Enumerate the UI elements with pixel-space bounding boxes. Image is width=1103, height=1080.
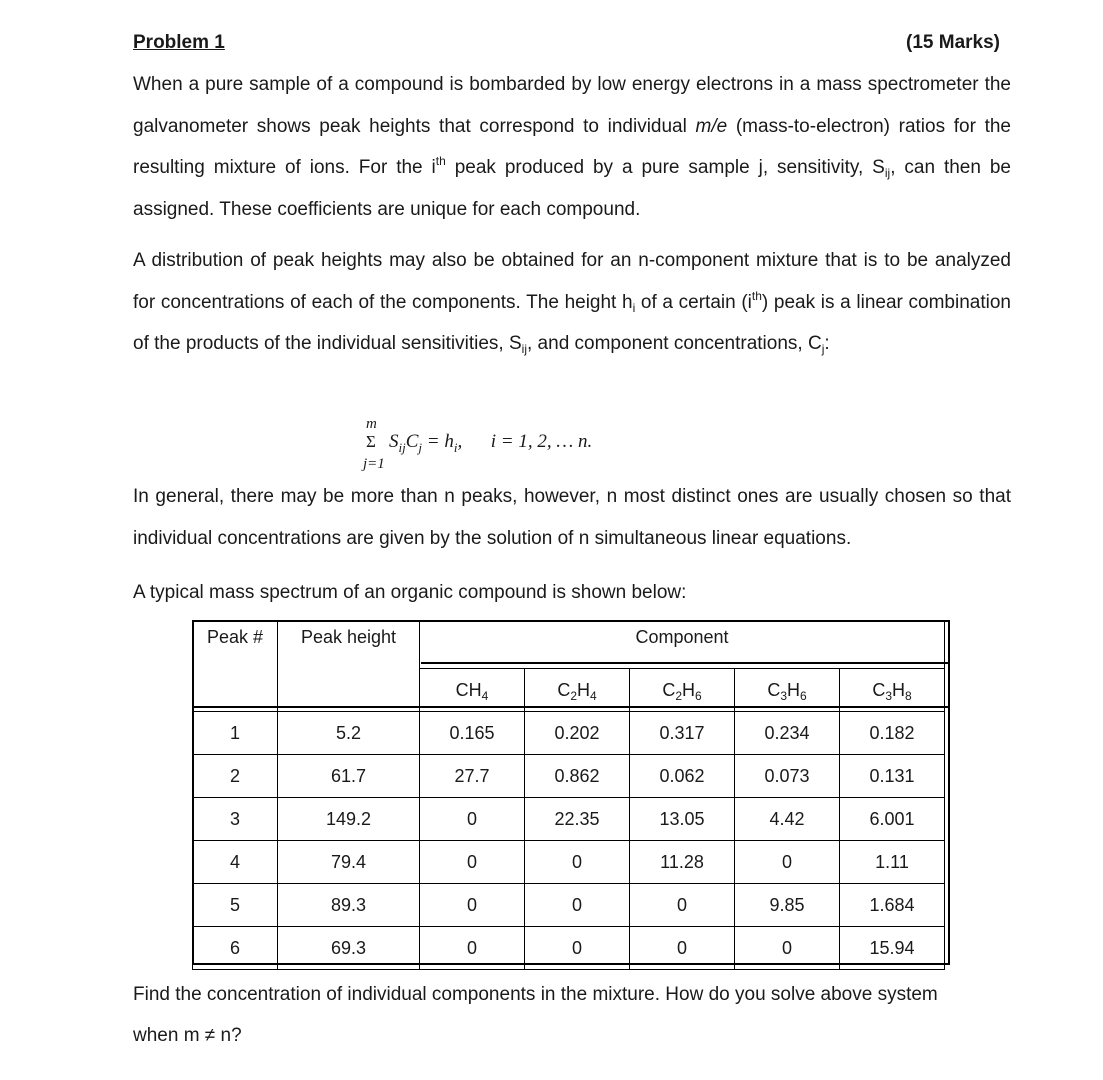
cell-peak: 6 [193, 927, 278, 970]
cell-sensitivity: 22.35 [525, 798, 630, 841]
table-row [193, 841, 945, 884]
cell-sensitivity: 11.28 [630, 841, 735, 884]
header-divider [192, 706, 950, 708]
cell-peak: 4 [193, 841, 278, 884]
component-c2h4: $C_2H_4$ [525, 669, 630, 712]
cell-sensitivity: 0 [420, 927, 525, 970]
cell-peak-height: 79.4 [278, 841, 420, 884]
component-c3h6: $C_3H_6$ [735, 669, 840, 712]
cell-peak: 3 [193, 798, 278, 841]
cell-sensitivity: 0 [525, 884, 630, 927]
cell-sensitivity: 0.862 [525, 755, 630, 798]
cell-sensitivity: 0 [630, 884, 735, 927]
header-component: Component [420, 621, 945, 669]
cell-sensitivity: 0.182 [840, 712, 945, 755]
cell-sensitivity: 13.05 [630, 798, 735, 841]
cell-peak: 5 [193, 884, 278, 927]
formula-sigma: Σ [366, 432, 376, 451]
component-c2h6: $C_2H_6$ [630, 669, 735, 712]
cell-sensitivity: 0 [420, 841, 525, 884]
formula-upper-limit: m [366, 416, 377, 432]
component-ch4: $CH_4$ [420, 669, 525, 712]
cell-sensitivity: 0 [525, 927, 630, 970]
table-row [193, 712, 945, 755]
cell-sensitivity: 0.317 [630, 712, 735, 755]
header-peak: Peak # [193, 621, 278, 712]
header-peak-height: Peak height [278, 621, 420, 712]
problem-marks: (15 Marks) [906, 32, 1000, 53]
paragraph-3: In general, there may be more than n peaks, however, n most distinct ones are usually chosen so that individual concentrations are given by the solution of n simultaneous linear equations. [133, 486, 1011, 549]
cell-peak: 1 [193, 712, 278, 755]
component-divider [421, 662, 950, 664]
cell-sensitivity: 0 [735, 927, 840, 970]
cell-sensitivity: 0.234 [735, 712, 840, 755]
cell-sensitivity: 0.165 [420, 712, 525, 755]
cell-sensitivity: 9.85 [735, 884, 840, 927]
cell-peak-height: 5.2 [278, 712, 420, 755]
cell-sensitivity: 0.131 [840, 755, 945, 798]
problem-title: Problem 1 [133, 32, 225, 53]
cell-peak-height: 69.3 [278, 927, 420, 970]
cell-sensitivity: 0.202 [525, 712, 630, 755]
cell-peak-height: 61.7 [278, 755, 420, 798]
cell-sensitivity: 0.062 [630, 755, 735, 798]
cell-sensitivity: 0 [525, 841, 630, 884]
cell-sensitivity: 0 [420, 884, 525, 927]
sensitivity-table [192, 620, 945, 970]
table-row [193, 927, 945, 970]
cell-sensitivity: 1.684 [840, 884, 945, 927]
cell-sensitivity: 6.001 [840, 798, 945, 841]
table-intro: A typical mass spectrum of an organic compound is shown below: [133, 582, 687, 603]
cell-sensitivity: 0.073 [735, 755, 840, 798]
formula-body: $S_{ij}C_j = h_i$, i = 1, 2, … n. [389, 431, 593, 455]
paragraph-1: When a pure sample of a compound is bombarded by low energy electrons in a mass spectrometer the galvanometer shows peak heights that correspond to individual m/e (mass-to-electron) ratios for the resulting mixture of ions. For the $i^{th}$ peak produced by a pure sample j, sensitivity, $S_{ij}$, can then be assigned. These coefficients are unique for each compound. [133, 74, 1011, 220]
cell-peak-height: 149.2 [278, 798, 420, 841]
cell-sensitivity: 4.42 [735, 798, 840, 841]
cell-sensitivity: 0 [630, 927, 735, 970]
formula-lower-limit: j=1 [363, 456, 385, 472]
question-line-2: when m ≠ n? [133, 1025, 242, 1046]
component-c3h8: $C_3H_8$ [840, 669, 945, 712]
paragraph-2: A distribution of peak heights may also be obtained for an n-component mixture that is to be analyzed for concentrations of each of the components. The height $h_i$ of a certain $(i^{th})$ peak is a linear combination of the products of the individual sensitivities, $S_{ij}$, and component concentrations, $C_j$: [133, 250, 1011, 356]
table-row [193, 884, 945, 927]
table-row [193, 755, 945, 798]
cell-sensitivity: 27.7 [420, 755, 525, 798]
cell-sensitivity: 0 [420, 798, 525, 841]
cell-sensitivity: 0 [735, 841, 840, 884]
table-row [193, 798, 945, 841]
cell-peak: 2 [193, 755, 278, 798]
cell-sensitivity: 15.94 [840, 927, 945, 970]
question-line-1: Find the concentration of individual components in the mixture. How do you solve above system [133, 984, 938, 1005]
cell-peak-height: 89.3 [278, 884, 420, 927]
table-body [193, 712, 945, 970]
cell-sensitivity: 1.11 [840, 841, 945, 884]
